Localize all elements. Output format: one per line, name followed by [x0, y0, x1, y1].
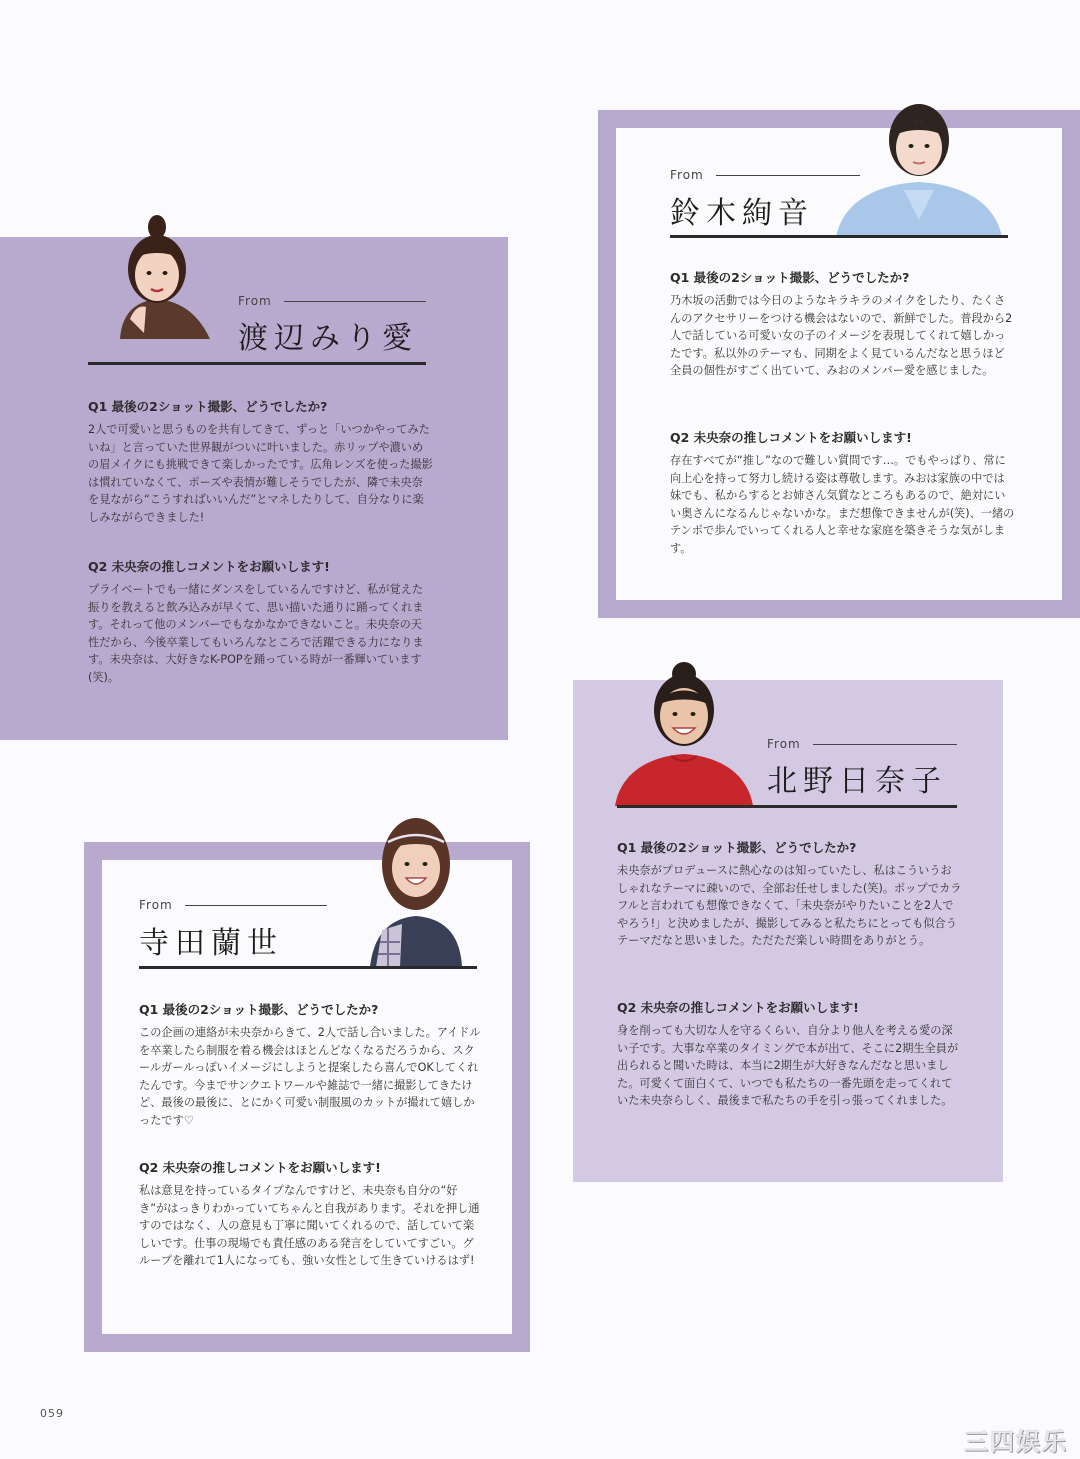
kitano-card [573, 680, 1003, 1182]
from-label: From [139, 898, 173, 912]
member-name: 鈴木絢音 [670, 196, 814, 231]
suzuki-card [598, 110, 1080, 618]
from-label: From [238, 294, 272, 308]
q2-block [139, 1158, 484, 1270]
member-name: 渡辺みり愛 [238, 321, 418, 356]
name-underline [670, 235, 1008, 238]
q1-answer: 乃木坂の活動では今日のようなキラキラのメイクをしたり、たくさんのアクセサリーをつける機会はないので、新鮮でした。普段から2人で話している可愛い女の子のイメージを表現してくれて嬉しかったです。私以外のテーマも、同期をよく見ているんだなと思うほど全員の個性がすごく出ていて、みおのメンバー愛を感じました。 [670, 294, 1013, 377]
q1-title: Q1 最後の2ショット撮影、どうでしたか? [88, 399, 328, 414]
q1-title: Q1 最後の2ショット撮影、どうでしたか? [139, 1002, 379, 1017]
q2-title: Q2 未央奈の推しコメントをお願いします! [670, 430, 912, 445]
q2-block [670, 428, 1015, 557]
q2-title: Q2 未央奈の推しコメントをお願いします! [88, 559, 330, 574]
member-name: 北野日奈子 [767, 764, 947, 799]
member-name: 寺田蘭世 [139, 926, 283, 961]
kitano-portrait [613, 658, 755, 806]
q2-title: Q2 未央奈の推しコメントをお願いします! [139, 1160, 381, 1175]
q2-answer: プライベートでも一緒にダンスをしているんですけど、私が覚えた振りを教えると飲み込みが早くて、思い描いた通りに踊ってくれます。それって他のメンバーでもなかなかできないこと。未央奈の天性だから、今後卒業してもいろんなところで活躍できる力になります。未央奈は、大好きなK-POPを踊っている時が一番輝いています(笑)。 [88, 583, 424, 684]
q2-block [88, 557, 433, 686]
from-divider [284, 301, 426, 302]
q1-answer: この企画の連絡が未央奈からきて、2人で話し合いました。アイドルを卒業したら制服を着る機会はほとんどなくなるだろうから、スクールガールっぽいイメージにしようと提案したら喜んでOKしてくれたんです。今までサンクエトワールや雑誌で一緒に撮影してきたけど、最後の最後に、とにかく可愛い制服風のカットが撮れて嬉しかったです♡ [139, 1026, 481, 1127]
terada-portrait [366, 802, 466, 967]
q1-title: Q1 最後の2ショット撮影、どうでしたか? [670, 270, 910, 285]
from-label: From [767, 737, 801, 751]
q1-block [617, 838, 962, 950]
q2-answer: 存在すべてが“推し”なので難しい質問です…。でもやっぱり、常に向上心を持って努力し続ける姿は尊敬します。みおは家族の中では妹でも、私からするとお姉さん気質なところもあるので、絶対にいい奥さんになるんじゃないかな。まだ想像できませんが(笑)、一緒のテンポで歩んでいってくれる人と幸せな家庭を築きそうな気がします。 [670, 454, 1015, 555]
name-underline [617, 805, 957, 808]
from-divider [813, 744, 957, 745]
q2-title: Q2 未央奈の推しコメントをお願いします! [617, 1000, 859, 1015]
q2-answer: 身を削っても大切な人を守るくらい、自分より他人を考える愛の深い子です。大事な卒業のタイミングで本が出て、そこに2期生全員が出られると聞いた時は、本当に2期生が大好きなんだなと思いました。可愛くて面白くて、いつでも私たちの一番先頭を走ってくれていた未央奈らしく、最後まで私たちの手を引っ張ってくれました。 [617, 1024, 959, 1107]
q1-answer: 未央奈がプロデュースに熱心なのは知っていたし、私はこういうおしゃれなテーマに疎いので、全部お任せしました(笑)。ポップでカラフルと言われても想像できなくて、「未央奈がやりたいことを2人でやろう!」と決めましたが、撮影してみると私たちにとっても似合うテーマだなと思いました。ただただ楽しい時間をありがとう。 [617, 864, 962, 947]
page-number: 059 [40, 1407, 64, 1420]
q1-title: Q1 最後の2ショット撮影、どうでしたか? [617, 840, 857, 855]
watermark: 三四娱乐 [964, 1428, 1068, 1456]
from-divider [185, 905, 327, 906]
terada-card [84, 842, 530, 1352]
name-underline [88, 362, 426, 365]
watanabe-portrait [100, 209, 215, 339]
name-underline [139, 966, 477, 969]
from-label: From [670, 168, 704, 182]
q2-answer: 私は意見を持っているタイプなんですけど、未央奈も自分の“好き”がはっきりわかっていてちゃんと自我があります。それを押し通すのではなく、人の意見も丁寧に聞いてくれるので、話していて楽しいです。仕事の現場でも責任感のある発言をしていてすごい。グループを離れて1人になっても、強い女性として生きていけるはず! [139, 1184, 480, 1267]
watanabe-card [0, 237, 508, 740]
q1-block [88, 397, 433, 526]
q1-block [670, 268, 1015, 380]
from-divider [716, 175, 860, 176]
q2-block [617, 998, 962, 1110]
q1-block [139, 1000, 484, 1129]
q1-answer: 2人で可愛いと思うものを共有してきて、ずっと「いつかやってみたいね」と言っていた世界観がついに叶いました。赤リップや濃いめの眉メイクにも挑戦できて楽しかったです。広角レンズを使った撮影は慣れていなくて、ポーズや表情が難しそうでしたが、隣で未央奈を見ながら“こうすればいいんだ”とマネしたりして、自分なりに楽しみながらできました! [88, 423, 433, 524]
suzuki-portrait [834, 92, 1004, 237]
